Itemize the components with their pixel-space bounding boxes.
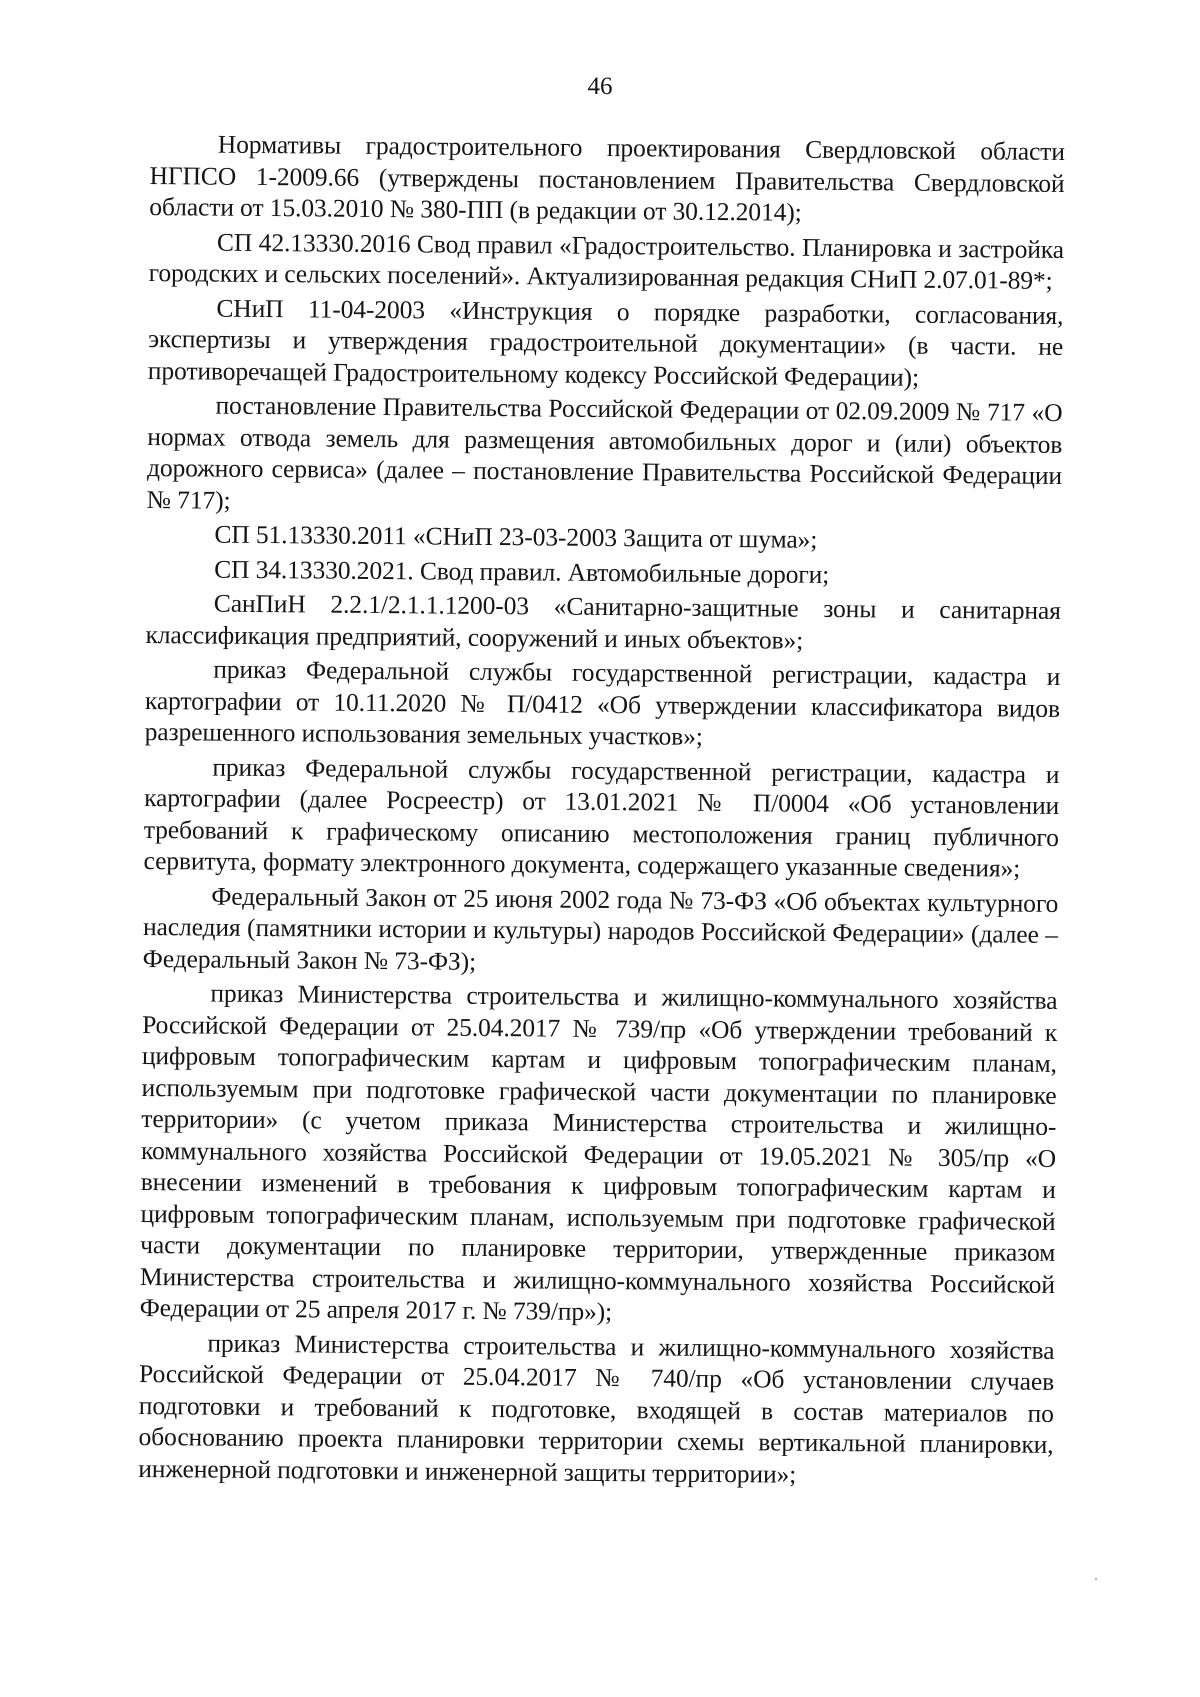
paragraph-sanpin: СанПиН 2.2.1/2.1.1.1200-03 «Санитарно-защитные зоны и санитарная классификация предприятий, сооружений и иных объектов»; <box>145 588 1061 655</box>
paragraph-prikaz-739: приказ Министерства строительства и жилищно-коммунального хозяйства Российской Федерации от 25.04.2017 № 739/пр «Об утверждении требований к цифровым топографическим картам и цифровым топографическим планам, используемым при подготовке графической части документации по планировке территории» (с учетом приказа Министерства строительства и жилищно-коммунального хозяйства Российской Федерации от 19.05.2021 № 305/пр «О внесении изменений в требования к цифровым топографическим картам и цифровым топографическим планам, используемым при подготовке графической части документации по планировке территории, утвержденные приказом Министерства строительства и жилищно-коммунального хозяйства Российской Федерации от 25 апреля 2017 г. № 739/пр»); <box>139 978 1058 1327</box>
paragraph-federal-law-73: Федеральный Закон от 25 июня 2002 года № 73-ФЗ «Об объектах культурного наследия (памятники истории и культуры) народов Российской Федерации» (далее – Федеральный Закон № 73-ФЗ); <box>142 881 1059 976</box>
paragraph-sp-34: СП 34.13330.2021. Свод правил. Автомобильные дороги; <box>214 554 830 589</box>
scan-speck <box>1095 1578 1097 1580</box>
paragraph-sp-42: СП 42.13330.2016 Свод правил «Градостроительство. Планировка и застройка городских и сельских поселений». Актуализированная редакция СНиП 2.07.01-89*; <box>148 227 1065 295</box>
page-number: 46 <box>587 73 613 100</box>
paragraph-prikaz-p0004: приказ Федеральной службы государственной регистрации, кадастра и картографии (далее Росреестр) от 13.01.2021 № П/0004 «Об установлении требований к графическому описанию местоположения границ публичного сервитута, формату электронного документа, содержащего указанные сведения»; <box>143 752 1060 883</box>
paragraph-prikaz-p0412: приказ Федеральной службы государственной регистрации, кадастра и картографии от 10.11.2020 № П/0412 «Об утверждении классификатора видов разрешенного использования земельных участков»; <box>144 654 1061 751</box>
paragraph-snip-11-04: СНиП 11-04-2003 «Инструкция о порядке разработки, согласования, экспертизы и утверждения градостроительной документации» (в части. не противоречащей Градостроительному кодексу Российской Федерации); <box>147 293 1064 392</box>
paragraph-sp-51: СП 51.13330.2011 «СНиП 23-03-2003 Защита от шума»; <box>214 519 818 554</box>
paragraph-ngpso: Нормативы градостроительного проектирования Свердловской области НГПСО 1-2009.66 (утверждены постановлением Правительства Свердловской области от 15.03.2010 № 380-ПП (в редакции от 30.12.2014); <box>149 129 1065 227</box>
document-body <box>138 128 1065 1495</box>
paragraph-prikaz-740: приказ Министерства строительства и жилищно-коммунального хозяйства Российской Федерации от 25.04.2017 № 740/пр «Об установлении случаев подготовки и требований к подготовке, входящей в состав материалов по обоснованию проекта планировки территории схемы вертикальной планировки, инженерной подготовки и инженерной защиты территории»; <box>138 1328 1055 1489</box>
paragraph-postanovlenie-717: постановление Правительства Российской Федерации от 02.09.2009 № 717 «О нормах отвода земель для размещения автомобильных дорог и (или) объектов дорожного сервиса» (далее – постановление Правительства Российской Федерации № 717); <box>146 390 1063 515</box>
